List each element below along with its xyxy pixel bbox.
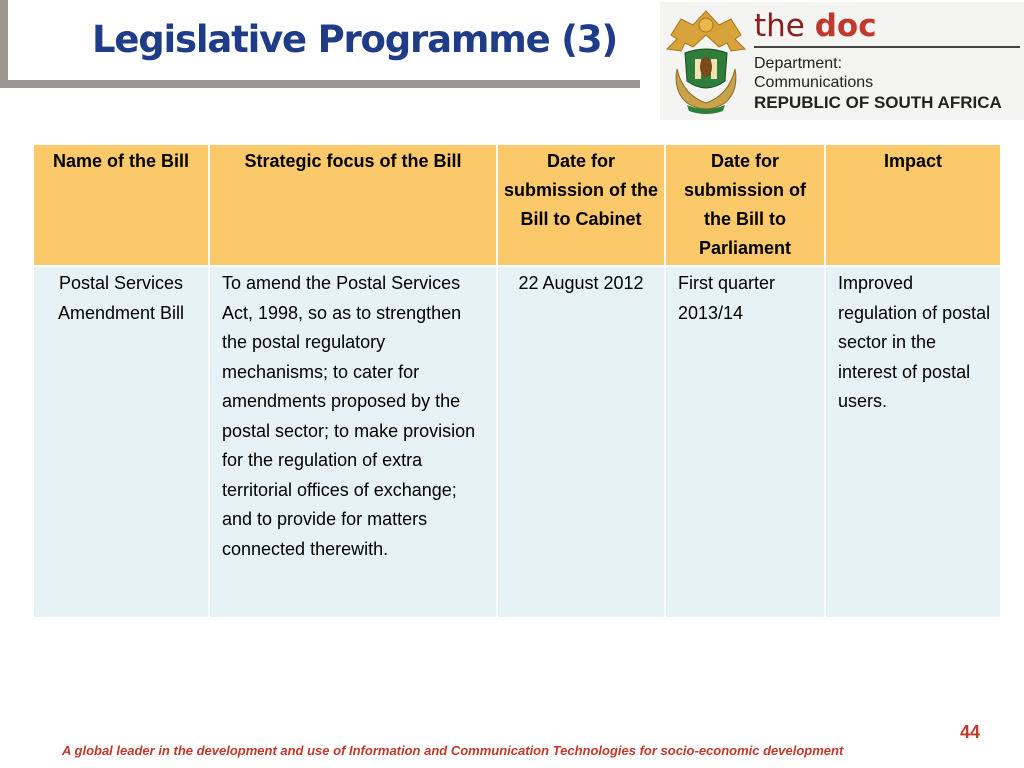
table-row [33, 266, 1001, 618]
cell-bill-name: Postal Services Amendment Bill [33, 266, 209, 618]
brand-doc: doc [814, 8, 877, 44]
coat-of-arms-icon [663, 5, 749, 117]
header-impact: Impact [825, 144, 1001, 266]
header-strategic-focus: Strategic focus of the Bill [209, 144, 497, 266]
header-parliament-date: Date for submission of the Bill to Parliament [665, 144, 825, 266]
page-number: 44 [960, 722, 981, 742]
brand-divider [754, 46, 1020, 48]
header-bill-name: Name of the Bill [33, 144, 209, 266]
brand-wordmark [754, 8, 877, 44]
cell-impact: Improved regulation of postal sector in the interest of postal users. [825, 266, 1001, 618]
footer-tagline: A global leader in the development and use of Information and Communication Technologies for socio-economic development [62, 743, 844, 758]
legislative-table [32, 143, 1002, 619]
slide-title: Legislative Programme (3) [92, 18, 618, 61]
department-logo [660, 2, 1024, 120]
cell-strategic-focus: To amend the Postal Services Act, 1998, so as to strengthen the postal regulatory mechanisms; to cater for amendments proposed by the postal sector; to make provision for the regulation of extra territorial offices of exchange; and to provide for matters connected therewith. [209, 266, 497, 618]
brand-the: the [754, 8, 805, 44]
department-line-2: Communications [754, 74, 874, 91]
table-header-row [33, 144, 1001, 266]
cell-parliament-date: First quarter 2013/14 [665, 266, 825, 618]
header-cabinet-date: Date for submission of the Bill to Cabinet [497, 144, 665, 266]
department-name [754, 54, 873, 92]
department-line-1: Department: [754, 55, 843, 72]
cell-cabinet-date: 22 August 2012 [497, 266, 665, 618]
country-name: REPUBLIC OF SOUTH AFRICA [754, 93, 1002, 112]
